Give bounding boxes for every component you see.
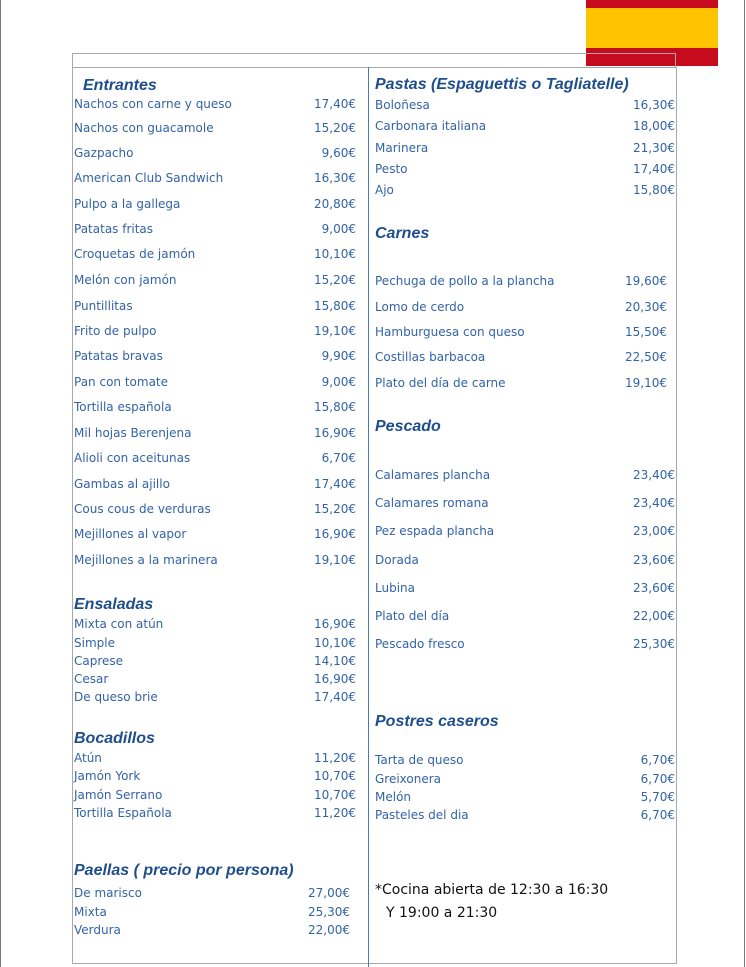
menu-item-price: 15,80€ (314, 400, 356, 414)
section-title-carnes: Carnes (375, 225, 430, 242)
menu-item-name: Calamares plancha (375, 468, 491, 482)
menu-item-price: 16,30€ (314, 171, 356, 185)
menu-item (74, 451, 356, 467)
menu-item-name: Costillas barbacoa (375, 350, 486, 364)
menu-item (74, 273, 356, 289)
menu-item (74, 617, 356, 633)
menu-item-price: 23,40€ (633, 468, 675, 482)
menu-item (375, 350, 667, 366)
menu-item (375, 609, 675, 625)
menu-item (375, 300, 667, 316)
menu-item-price: 23,00€ (633, 524, 675, 538)
kitchen-hours-note-line1: *Cocina abierta de 12:30 a 16:30 (375, 882, 609, 898)
menu-item-name: Plato del día (375, 609, 450, 623)
menu-item-name: Dorada (375, 553, 419, 567)
kitchen-hours-note-line2: Y 19:00 a 21:30 (386, 905, 498, 921)
menu-item-price: 14,10€ (314, 654, 356, 668)
menu-item-price: 19,10€ (314, 553, 356, 567)
menu-item (74, 502, 356, 518)
menu-item (375, 119, 675, 135)
menu-item (74, 247, 356, 263)
menu-item-name: Tortilla española (74, 400, 172, 414)
menu-item-price: 22,50€ (625, 350, 667, 364)
menu-item-price: 25,30€ (308, 905, 350, 919)
menu-item-price: 22,00€ (308, 923, 350, 937)
menu-item-price: 15,80€ (633, 183, 675, 197)
menu-item-price: 19,10€ (314, 324, 356, 338)
menu-item-name: Mejillones a la marinera (74, 553, 218, 567)
section-title-bocadillos: Bocadillos (74, 730, 155, 747)
menu-item-price: 18,00€ (633, 119, 675, 133)
menu-item-name: Pasteles del dia (375, 808, 469, 822)
menu-item (375, 808, 675, 824)
menu-item-price: 15,20€ (314, 121, 356, 135)
menu-item (74, 923, 350, 939)
menu-item-name: Verdura (74, 923, 121, 937)
menu-item (74, 400, 356, 416)
menu-item-name: De marisco (74, 886, 142, 900)
menu-item-name: Greixonera (375, 772, 442, 786)
menu-item-name: Lomo de cerdo (375, 300, 465, 314)
menu-item (74, 222, 356, 238)
menu-item-name: Pechuga de pollo a la plancha (375, 274, 555, 288)
menu-item-price: 27,00€ (308, 886, 350, 900)
menu-item-name: Melón (375, 790, 412, 804)
section-title-postres: Postres caseros (375, 713, 499, 730)
menu-item-name: Carbonara italiana (375, 119, 487, 133)
menu-item-price: 21,30€ (633, 141, 675, 155)
menu-item (74, 690, 356, 706)
menu-item (375, 141, 675, 157)
menu-item-name: Pescado fresco (375, 637, 465, 651)
menu-item (74, 672, 356, 688)
menu-item-name: Patatas fritas (74, 222, 154, 236)
menu-item (74, 788, 356, 804)
menu-item-name: Alioli con aceitunas (74, 451, 191, 465)
menu-item-name: Boloñesa (375, 98, 430, 112)
menu-item-price: 16,90€ (314, 527, 356, 541)
menu-item (375, 553, 675, 569)
page-edge-right (744, 0, 745, 967)
menu-item-price: 17,40€ (314, 690, 356, 704)
menu-item-price: 16,30€ (633, 98, 675, 112)
menu-item (375, 98, 675, 114)
menu-item (74, 197, 356, 213)
menu-item-name: Cesar (74, 672, 109, 686)
menu-item (375, 468, 675, 484)
menu-item-price: 11,20€ (314, 806, 356, 820)
menu-item-price: 6,70€ (640, 753, 675, 767)
menu-item-name: Jamón Serrano (74, 788, 163, 802)
menu-item-price: 22,00€ (633, 609, 675, 623)
menu-item-price: 20,80€ (314, 197, 356, 211)
menu-item-name: Melón con jamón (74, 273, 177, 287)
menu-item-price: 23,40€ (633, 496, 675, 510)
menu-item (74, 806, 356, 822)
menu-item-price: 6,70€ (321, 451, 356, 465)
menu-item-name: Croquetas de jamón (74, 247, 196, 261)
menu-item-price: 5,70€ (640, 790, 675, 804)
menu-item-price: 15,50€ (625, 325, 667, 339)
menu-item (74, 527, 356, 543)
menu-item-name: Nachos con carne y queso (74, 97, 232, 111)
menu-item (375, 162, 675, 178)
menu-item-name: Pez espada plancha (375, 524, 495, 538)
menu-item (74, 324, 356, 340)
menu-item-price: 16,90€ (314, 672, 356, 686)
menu-item-price: 15,20€ (314, 273, 356, 287)
menu-item (74, 375, 356, 391)
menu-item (375, 376, 667, 392)
menu-item-name: Patatas bravas (74, 349, 163, 363)
menu-item-price: 9,60€ (321, 146, 356, 160)
menu-item-name: Calamares romana (375, 496, 489, 510)
menu-item-name: Mixta con atún (74, 617, 164, 631)
menu-item-price: 6,70€ (640, 772, 675, 786)
menu-item-price: 17,40€ (633, 162, 675, 176)
menu-item-price: 11,20€ (314, 751, 356, 765)
menu-item (375, 637, 675, 653)
menu-item (375, 325, 667, 341)
menu-item-name: Mil hojas Berenjena (74, 426, 192, 440)
header-box (72, 53, 676, 67)
menu-item-name: Marinera (375, 141, 429, 155)
menu-item-name: Pan con tomate (74, 375, 169, 389)
menu-item-price: 17,40€ (314, 97, 356, 111)
menu-item-price: 9,90€ (321, 349, 356, 363)
menu-item (375, 496, 675, 512)
menu-item-name: Mixta (74, 905, 107, 919)
menu-item (74, 553, 356, 569)
menu-item-name: Lubina (375, 581, 415, 595)
menu-item-name: Ajo (375, 183, 394, 197)
menu-item-name: Pesto (375, 162, 408, 176)
menu-item (375, 790, 675, 806)
menu-item (74, 636, 356, 652)
menu-item (74, 751, 356, 767)
menu-item-name: Frito de pulpo (74, 324, 157, 338)
menu-item-price: 17,40€ (314, 477, 356, 491)
menu-item-price: 10,70€ (314, 788, 356, 802)
menu-item-price: 23,60€ (633, 553, 675, 567)
section-title-pastas: Pastas (Espaguettis o Tagliatelle) (375, 76, 629, 93)
menu-item-name: Jamón York (74, 769, 141, 783)
menu-item-name: Gambas al ajillo (74, 477, 170, 491)
menu-item (74, 299, 356, 315)
menu-item-name: Pulpo a la gallega (74, 197, 181, 211)
menu-item-name: Caprese (74, 654, 124, 668)
menu-item-price: 10,10€ (314, 636, 356, 650)
section-title-pescado: Pescado (375, 418, 441, 435)
menu-item (74, 654, 356, 670)
menu-item (375, 753, 675, 769)
menu-item-name: Puntillitas (74, 299, 133, 313)
menu-item (74, 477, 356, 493)
menu-item-price: 20,30€ (625, 300, 667, 314)
menu-item-price: 16,90€ (314, 617, 356, 631)
menu-item (375, 274, 667, 290)
menu-item-price: 15,20€ (314, 502, 356, 516)
menu-item-price: 25,30€ (633, 637, 675, 651)
menu-item (74, 171, 356, 187)
menu-item-name: Simple (74, 636, 115, 650)
menu-item (74, 769, 356, 785)
menu-item (74, 97, 356, 113)
menu-item (74, 905, 350, 921)
page-edge-left (0, 0, 1, 967)
menu-item (375, 183, 675, 199)
menu-item-name: American Club Sandwich (74, 171, 224, 185)
menu-item-price: 9,00€ (321, 222, 356, 236)
menu-item (74, 886, 350, 902)
menu-item-name: Atún (74, 751, 102, 765)
menu-item-name: De queso brie (74, 690, 158, 704)
menu-item-price: 23,60€ (633, 581, 675, 595)
menu-item (74, 146, 356, 162)
menu-item-price: 10,70€ (314, 769, 356, 783)
menu-item (74, 121, 356, 137)
menu-item-price: 19,10€ (625, 376, 667, 390)
menu-item-price: 6,70€ (640, 808, 675, 822)
menu-item-name: Mejillones al vapor (74, 527, 187, 541)
section-title-paellas: Paellas ( precio por persona) (74, 862, 294, 879)
section-title-ensaladas: Ensaladas (74, 596, 154, 613)
menu-item-price: 19,60€ (625, 274, 667, 288)
menu-item-name: Cous cous de verduras (74, 502, 211, 516)
menu-item-price: 16,90€ (314, 426, 356, 440)
menu-item-price: 15,80€ (314, 299, 356, 313)
menu-item-name: Gazpacho (74, 146, 134, 160)
menu-item-name: Nachos con guacamole (74, 121, 214, 135)
column-divider (368, 67, 369, 967)
menu-item (375, 772, 675, 788)
menu-item (375, 524, 675, 540)
section-title-entrantes: Entrantes (83, 77, 157, 94)
menu-item (375, 581, 675, 597)
menu-item-name: Plato del día de carne (375, 376, 506, 390)
menu-item (74, 349, 356, 365)
menu-item-price: 9,00€ (321, 375, 356, 389)
menu-item-name: Tarta de queso (375, 753, 464, 767)
menu-item-name: Hamburguesa con queso (375, 325, 525, 339)
menu-item-name: Tortilla Española (74, 806, 172, 820)
menu-item (74, 426, 356, 442)
menu-item-price: 10,10€ (314, 247, 356, 261)
